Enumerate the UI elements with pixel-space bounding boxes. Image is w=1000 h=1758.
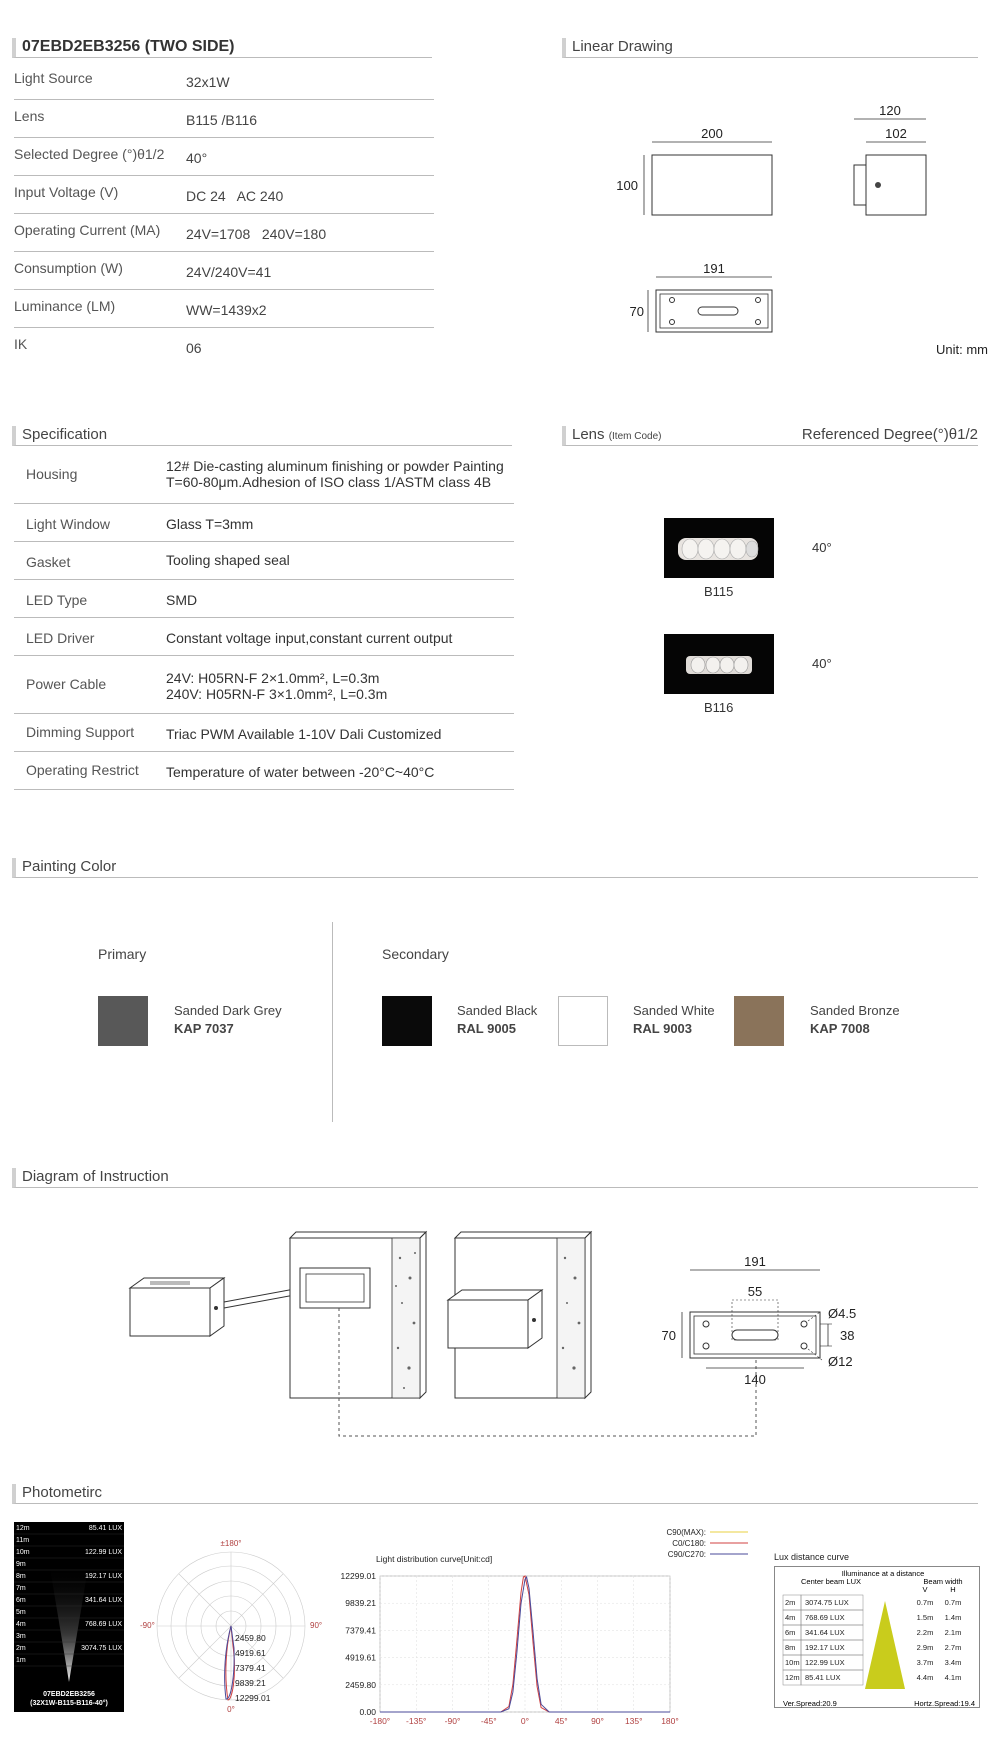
spec-label: Gasket bbox=[26, 554, 71, 570]
param-value: 40° bbox=[186, 150, 208, 166]
spec-row bbox=[14, 446, 514, 504]
param-value: 32x1W bbox=[186, 74, 230, 90]
lux-row-value: 2.1m bbox=[944, 1628, 962, 1637]
lux-row-value: 85.41 LUX bbox=[805, 1673, 841, 1682]
distance-level: 6m bbox=[16, 1597, 26, 1604]
lux-row-value: 3.7m bbox=[916, 1658, 934, 1667]
secondary-label: Secondary bbox=[382, 946, 449, 962]
x-tick-label: 0° bbox=[520, 1716, 530, 1724]
painting-heading bbox=[12, 858, 978, 878]
lux-beam-cone bbox=[865, 1601, 905, 1689]
color-name-block bbox=[174, 1002, 282, 1038]
param-label: Selected Degree (°)θ1/2 bbox=[14, 146, 165, 162]
dim-slot-width: 55 bbox=[747, 1284, 763, 1299]
spec-value: Tooling shaped seal bbox=[166, 552, 290, 568]
param-row bbox=[14, 252, 434, 290]
distance-lux-value: 122.99 LUX bbox=[85, 1549, 122, 1556]
lens-image-b115 bbox=[664, 518, 774, 578]
light-distribution-chart bbox=[330, 1524, 760, 1724]
spec-row bbox=[14, 542, 514, 580]
back-view-rect bbox=[656, 290, 772, 332]
color-name-block bbox=[457, 1002, 537, 1038]
lux-table-graphic bbox=[775, 1567, 981, 1709]
color-swatch-black bbox=[382, 996, 432, 1046]
param-row bbox=[14, 214, 434, 252]
product-title-bar bbox=[12, 38, 432, 58]
param-value: 06 bbox=[186, 340, 202, 356]
polar-left-label: -90° bbox=[140, 1621, 155, 1630]
dim-plate-width: 191 bbox=[744, 1254, 766, 1269]
spec-value bbox=[166, 670, 387, 702]
lux-table-header-center: Center beam LUX bbox=[800, 1577, 862, 1586]
legend-label: C0/C180: bbox=[672, 1539, 706, 1548]
linear-drawing-heading bbox=[562, 38, 978, 58]
spec-value-line: T=60-80μm.Adhesion of ISO class 1/ASTM class 4B bbox=[166, 474, 492, 490]
y-tick-label: 4919.61 bbox=[345, 1652, 376, 1663]
lux-row-value: 2m bbox=[785, 1598, 796, 1607]
polar-right-label: 90° bbox=[310, 1621, 323, 1630]
spec-label: LED Driver bbox=[26, 630, 95, 646]
lux-row-value: 2.9m bbox=[916, 1643, 934, 1652]
spec-value-line: 12# Die-casting aluminum finishing or powder Painting bbox=[166, 458, 504, 474]
spec-row bbox=[14, 752, 514, 790]
wall-block-1 bbox=[290, 1232, 426, 1398]
instruction-heading bbox=[12, 1168, 978, 1188]
lux-table-header-beam: Beam width bbox=[923, 1577, 963, 1586]
lux-row-value: 2.2m bbox=[916, 1628, 934, 1637]
curve-grid bbox=[380, 1576, 670, 1712]
product-title: 07EBD2EB3256 (TWO SIDE) bbox=[22, 38, 235, 55]
curve-chart-title: Light distribution curve[Unit:cd] bbox=[376, 1554, 493, 1564]
lens-b116-graphic bbox=[664, 634, 774, 694]
hor-spread: Hortz.Spread:19.4 bbox=[914, 1699, 975, 1708]
x-tick-label: 45° bbox=[554, 1716, 568, 1724]
photometric-heading bbox=[12, 1484, 978, 1504]
distance-lux-value: 768.69 LUX bbox=[85, 1621, 122, 1628]
lux-row-value: 192.17 LUX bbox=[805, 1643, 845, 1652]
distance-level: 9m bbox=[16, 1561, 26, 1568]
spec-value-line: 240V: H05RN-F 3×1.0mm², L=0.3m bbox=[166, 686, 388, 702]
lux-row-value: 3.4m bbox=[944, 1658, 962, 1667]
color-code: RAL 9005 bbox=[457, 1021, 517, 1036]
dim-back-width: 191 bbox=[703, 261, 725, 276]
polar-ring-label: 4919.61 bbox=[235, 1648, 266, 1658]
legend-label: C90(MAX): bbox=[666, 1528, 706, 1537]
lux-row-value: 1.5m bbox=[916, 1613, 934, 1622]
distance-level: 7m bbox=[16, 1585, 26, 1592]
lens-image-b116 bbox=[664, 634, 774, 694]
param-row bbox=[14, 62, 434, 100]
lux-row-value: 3074.75 LUX bbox=[805, 1598, 849, 1607]
dim-hole-spacing-h: 140 bbox=[744, 1372, 766, 1387]
spec-value: Temperature of water between -20°C~40°C bbox=[166, 764, 435, 780]
polar-ring-label: 9839.21 bbox=[235, 1678, 266, 1688]
lux-table-title: Lux distance curve bbox=[774, 1552, 850, 1562]
x-tick-label: 90° bbox=[591, 1716, 604, 1724]
y-tick-label: 9839.21 bbox=[345, 1598, 376, 1609]
y-tick-label: 7379.41 bbox=[345, 1625, 376, 1636]
fixture-on-bracket bbox=[130, 1278, 300, 1336]
param-row bbox=[14, 328, 434, 366]
unit-label: Unit: mm bbox=[936, 342, 988, 357]
dim-front-width: 200 bbox=[701, 126, 723, 141]
distance-lux-value: 192.17 LUX bbox=[85, 1573, 122, 1580]
specification-heading bbox=[12, 426, 512, 446]
front-view-rect bbox=[652, 155, 772, 215]
lens-b115-graphic bbox=[664, 518, 774, 578]
lens-ref-degree-title: Referenced Degree(°)θ1/2 bbox=[801, 426, 978, 443]
lux-distance-graphic bbox=[14, 1522, 124, 1712]
polar-ring-label: 2459.80 bbox=[235, 1633, 266, 1643]
photometric-title: Photometirc bbox=[22, 1484, 103, 1501]
lux-distance-table bbox=[774, 1566, 980, 1708]
lens-degree-value: 40° bbox=[812, 540, 832, 555]
lux-row-value: 4.1m bbox=[944, 1673, 962, 1682]
lux-table-header: Illuminance at a distance bbox=[841, 1569, 925, 1578]
distance-lux-value: 341.64 LUX bbox=[85, 1597, 122, 1604]
polar-top-label: ±180° bbox=[220, 1539, 242, 1548]
spec-value: Glass T=3mm bbox=[166, 516, 254, 532]
spec-label: LED Type bbox=[26, 592, 88, 608]
color-name: Sanded Dark Grey bbox=[174, 1003, 282, 1018]
distance-level: 12m bbox=[16, 1525, 30, 1532]
param-label: Luminance (LM) bbox=[14, 298, 116, 314]
color-swatch-bronze bbox=[734, 996, 784, 1046]
color-swatch-white bbox=[558, 996, 608, 1046]
specification-title: Specification bbox=[22, 426, 108, 443]
dim-side-width: 120 bbox=[879, 103, 901, 118]
spec-value: SMD bbox=[166, 592, 198, 608]
linear-drawing bbox=[600, 95, 940, 335]
y-tick-label: 2459.80 bbox=[345, 1679, 376, 1690]
polar-ring-label: 12299.01 bbox=[235, 1693, 271, 1703]
color-name-block bbox=[633, 1002, 715, 1038]
instruction-title: Diagram of Instruction bbox=[22, 1168, 169, 1185]
lux-row-value: 8m bbox=[785, 1643, 796, 1652]
lux-row-value: 12m bbox=[785, 1673, 800, 1682]
lux-distance-panel bbox=[14, 1522, 124, 1712]
painting-title: Painting Color bbox=[22, 858, 117, 875]
distance-level: 10m bbox=[16, 1549, 30, 1556]
distance-level: 3m bbox=[16, 1633, 26, 1640]
dim-hole-spacing-v: 38 bbox=[840, 1328, 855, 1343]
dim-back-height: 70 bbox=[629, 304, 644, 319]
color-name: Sanded Black bbox=[457, 1003, 538, 1018]
spec-label: Operating Restrict bbox=[26, 762, 139, 778]
y-tick-label: 0.00 bbox=[359, 1707, 376, 1717]
dim-hole-small: Ø4.5 bbox=[828, 1306, 857, 1321]
spec-value bbox=[166, 458, 504, 490]
x-tick-label: 180° bbox=[661, 1716, 679, 1724]
polar-bottom-label: 0° bbox=[227, 1705, 235, 1714]
dim-plate-height: 70 bbox=[661, 1328, 676, 1343]
distance-level: 5m bbox=[16, 1609, 26, 1616]
lux-row-value: 6m bbox=[785, 1628, 796, 1637]
color-name-block bbox=[810, 1002, 900, 1038]
spec-value-line: 24V: H05RN-F 2×1.0mm², L=0.3m bbox=[166, 670, 380, 686]
param-label: Light Source bbox=[14, 70, 93, 86]
spec-label: Power Cable bbox=[26, 676, 107, 692]
distance-level: 8m bbox=[16, 1573, 26, 1580]
lens-degree-value: 40° bbox=[812, 656, 832, 671]
x-tick-label: -180° bbox=[369, 1716, 391, 1724]
lux-row-value: 0.7m bbox=[916, 1598, 934, 1607]
param-label: Lens bbox=[14, 108, 45, 124]
primary-label: Primary bbox=[98, 946, 147, 962]
lux-row-value: 2.7m bbox=[944, 1643, 962, 1652]
color-code: RAL 9003 bbox=[633, 1021, 693, 1036]
color-name: Sanded Bronze bbox=[810, 1003, 900, 1018]
x-tick-label: -90° bbox=[444, 1716, 461, 1724]
param-row bbox=[14, 138, 434, 176]
lux-row-value: 768.69 LUX bbox=[805, 1613, 845, 1622]
spec-label: Light Window bbox=[26, 516, 111, 532]
param-row bbox=[14, 176, 434, 214]
param-value: WW=1439x2 bbox=[186, 302, 267, 318]
color-code: KAP 7037 bbox=[174, 1021, 234, 1036]
wall-block-2 bbox=[448, 1232, 591, 1398]
panel-footer-model: 07EBD2EB3256 bbox=[43, 1691, 95, 1698]
spec-value: Triac PWM Available 1-10V Dali Customized bbox=[166, 726, 442, 742]
param-value: 24V/240V=41 bbox=[186, 264, 272, 280]
param-row bbox=[14, 100, 434, 138]
lux-row-value: 1.4m bbox=[944, 1613, 962, 1622]
color-swatch-dark-grey bbox=[98, 996, 148, 1046]
distance-lux-value: 3074.75 LUX bbox=[81, 1645, 122, 1652]
mounting-plate-detail bbox=[662, 1254, 857, 1387]
dim-side-inner: 102 bbox=[885, 126, 907, 141]
polar-ring-label: 7379.41 bbox=[235, 1663, 266, 1673]
curve-legend bbox=[666, 1528, 748, 1559]
param-value: DC 24 AC 240 bbox=[186, 188, 284, 204]
lux-table-col-h: H bbox=[950, 1585, 956, 1594]
polar-chart bbox=[138, 1536, 324, 1716]
param-label: Operating Current (MA) bbox=[14, 222, 161, 238]
dim-front-height: 100 bbox=[616, 178, 638, 193]
lens-code-label: B115 bbox=[704, 584, 734, 599]
param-value: B115 /B116 bbox=[186, 112, 258, 128]
param-label: Input Voltage (V) bbox=[14, 184, 119, 200]
spec-row bbox=[14, 504, 514, 542]
color-code: KAP 7008 bbox=[810, 1021, 870, 1036]
color-name: Sanded White bbox=[633, 1003, 715, 1018]
param-label: IK bbox=[14, 336, 28, 352]
polar-curve-c0 bbox=[226, 1626, 235, 1700]
y-tick-label: 12299.01 bbox=[340, 1571, 376, 1581]
spec-row bbox=[14, 714, 514, 752]
ver-spread: Ver.Spread:20.9 bbox=[783, 1699, 837, 1708]
panel-footer-spec: (32X1W-B115-B116-40°) bbox=[30, 1700, 108, 1707]
distance-level: 1m bbox=[16, 1657, 26, 1664]
lux-row-value: 10m bbox=[785, 1658, 800, 1667]
distance-level: 2m bbox=[16, 1645, 26, 1652]
distance-lux-value: 85.41 LUX bbox=[88, 1525, 122, 1532]
installation-diagram bbox=[120, 1228, 880, 1448]
lux-row-value: 4.4m bbox=[916, 1673, 934, 1682]
lux-row-value: 0.7m bbox=[944, 1598, 962, 1607]
dim-hole-big: Ø12 bbox=[828, 1354, 853, 1369]
lux-row-value: 122.99 LUX bbox=[805, 1658, 845, 1667]
lens-heading bbox=[562, 426, 978, 446]
spec-value: Constant voltage input,constant current output bbox=[166, 630, 453, 646]
spec-row bbox=[14, 580, 514, 618]
param-value: 24V=1708 240V=180 bbox=[186, 226, 327, 242]
lux-row-value: 4m bbox=[785, 1613, 796, 1622]
distance-level: 4m bbox=[16, 1621, 26, 1628]
x-tick-label: -45° bbox=[480, 1716, 497, 1724]
spec-row bbox=[14, 618, 514, 656]
x-tick-label: 135° bbox=[624, 1716, 643, 1724]
x-tick-label: -135° bbox=[406, 1716, 427, 1724]
spec-label: Housing bbox=[26, 466, 78, 482]
side-screw-dot bbox=[875, 182, 881, 188]
lens-title: Lens bbox=[572, 426, 605, 443]
painting-divider bbox=[332, 922, 333, 1122]
side-plate-rect bbox=[854, 165, 866, 205]
param-label: Consumption (W) bbox=[14, 260, 123, 276]
lens-code-label: B116 bbox=[704, 700, 734, 715]
lux-row-value: 341.64 LUX bbox=[805, 1628, 845, 1637]
lux-table-col-v: V bbox=[922, 1585, 928, 1594]
legend-label: C90/C270: bbox=[667, 1550, 706, 1559]
lens-item-code-note: (Item Code) bbox=[608, 431, 662, 442]
linear-drawing-title: Linear Drawing bbox=[572, 38, 673, 55]
spec-row bbox=[14, 656, 514, 714]
spec-label: Dimming Support bbox=[26, 724, 135, 740]
distance-level: 11m bbox=[16, 1537, 30, 1544]
param-row bbox=[14, 290, 434, 328]
